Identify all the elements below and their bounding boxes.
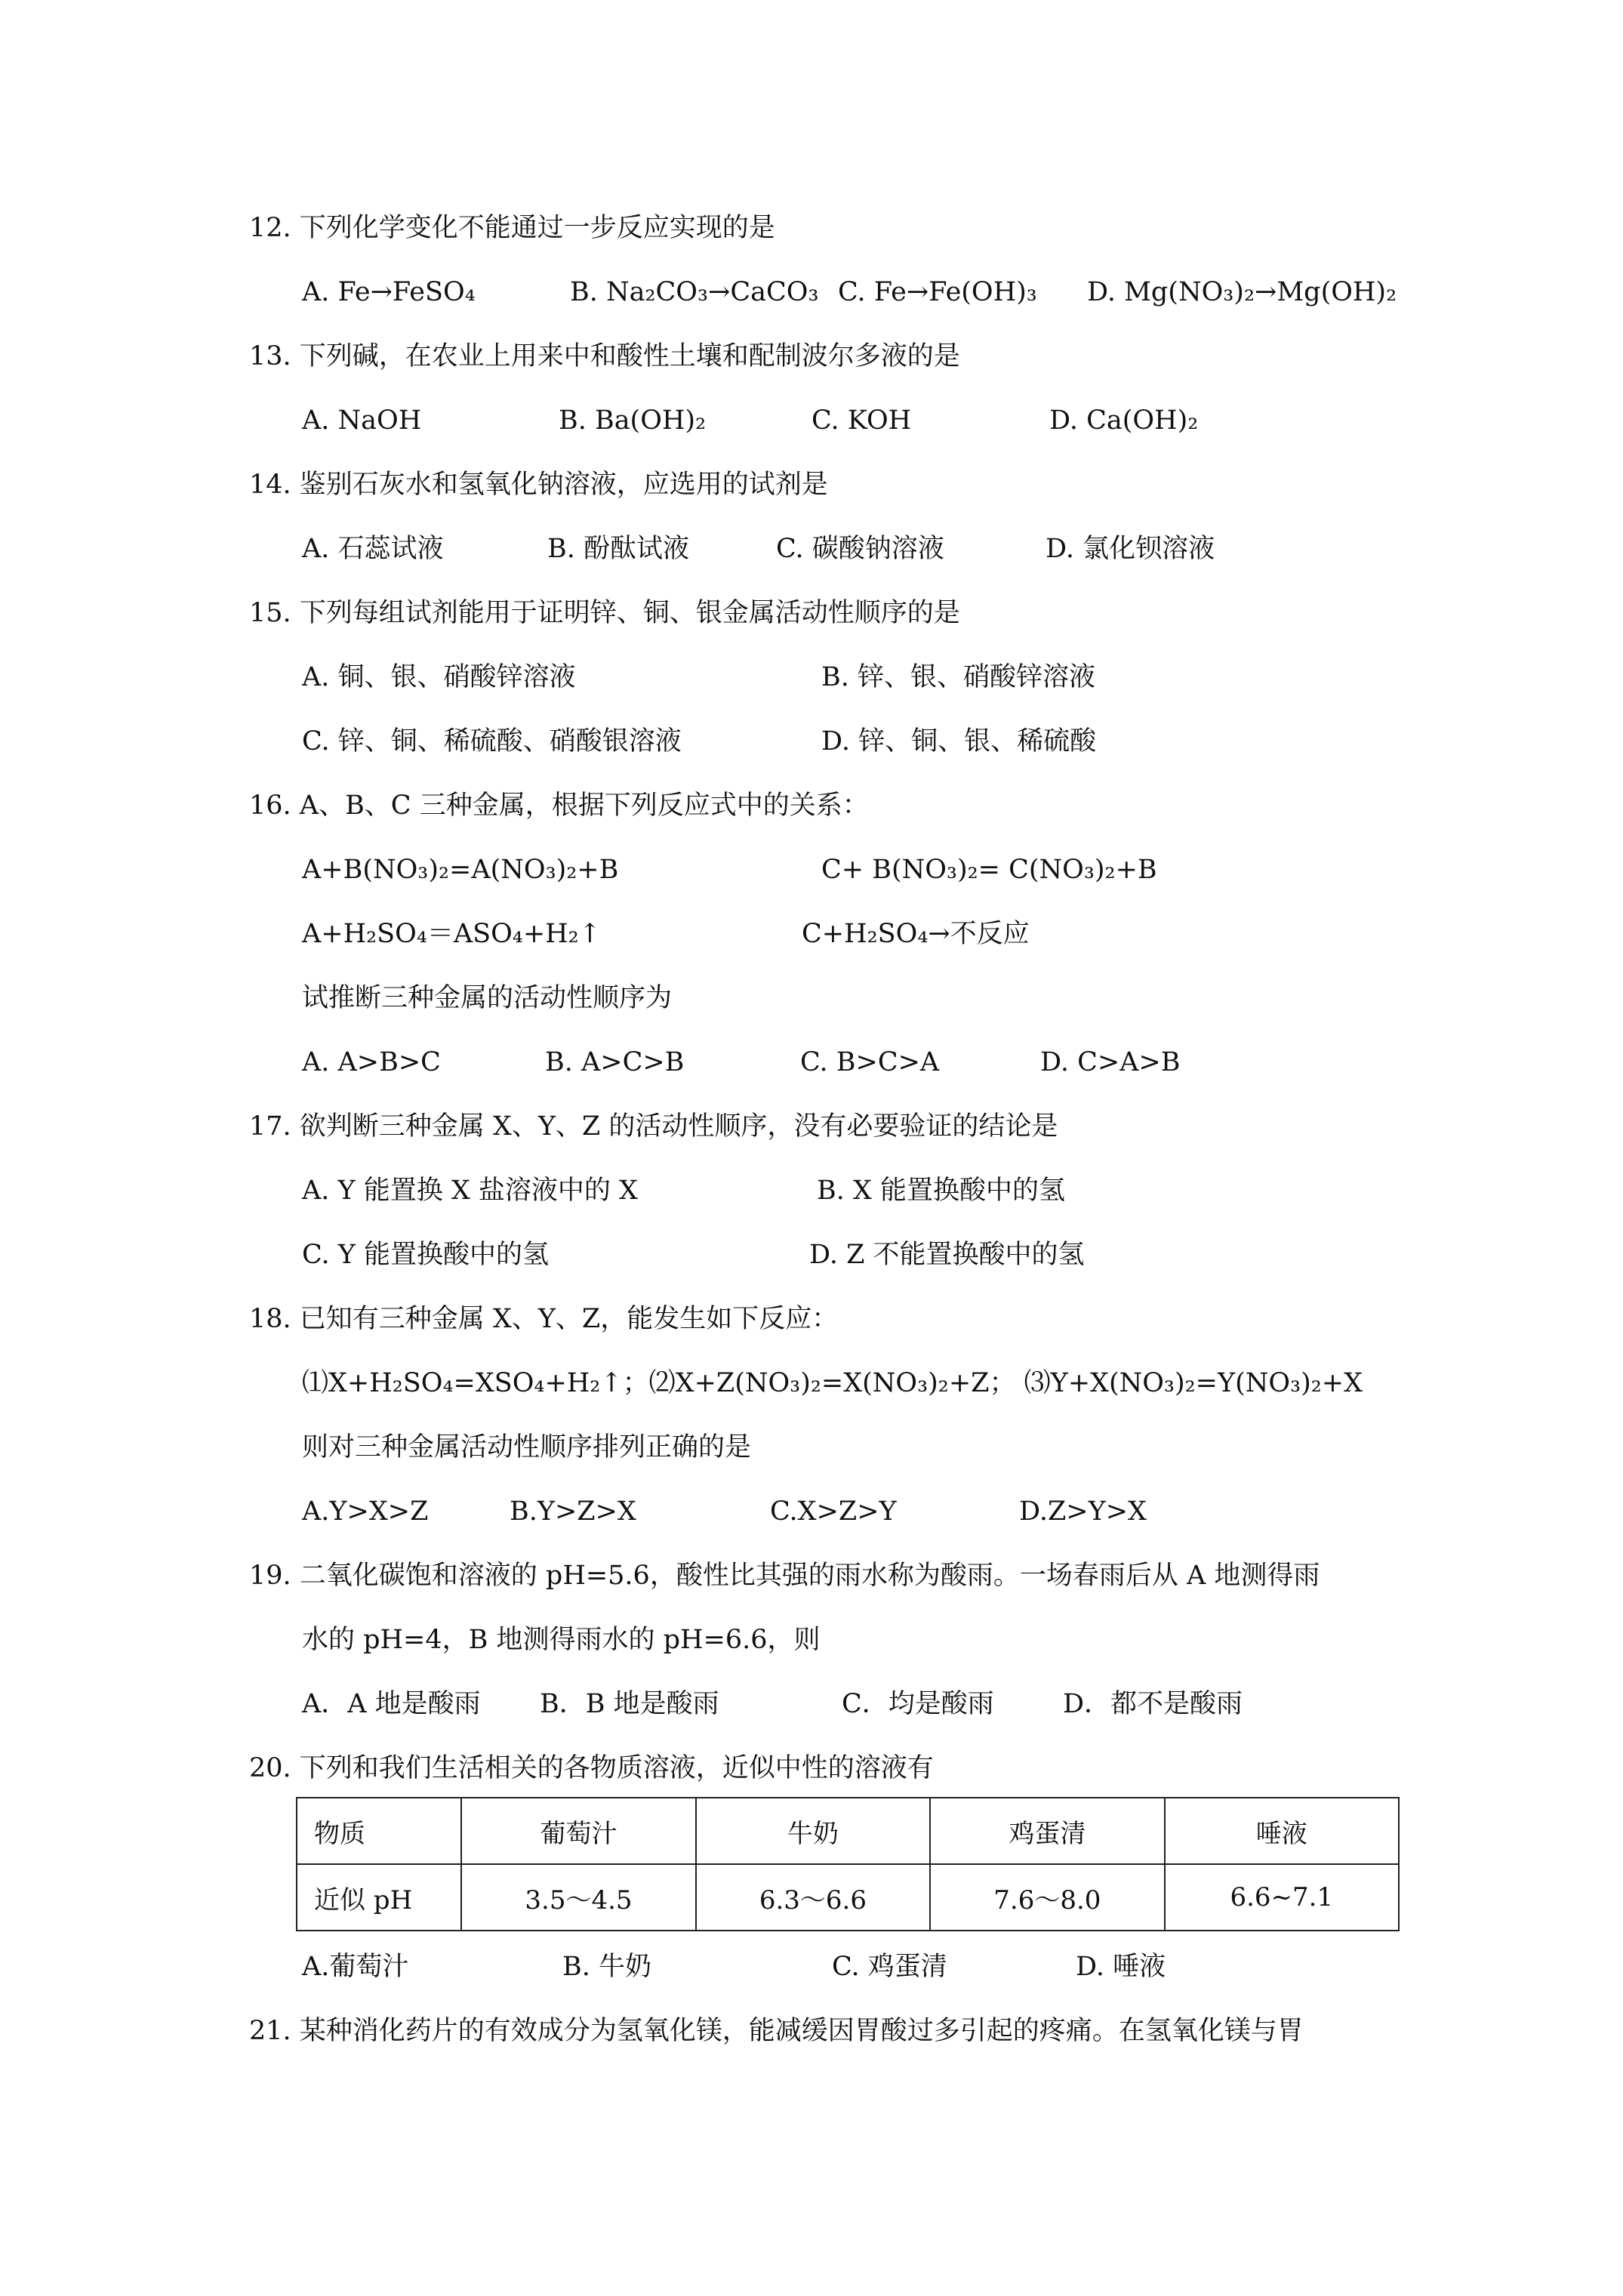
table-cell: 7.6～8.0	[930, 1864, 1164, 1931]
question-17-stem: 17. 欲判断三种金属 X、Y、Z 的活动性顺序，没有必要验证的结论是	[249, 1111, 1058, 1142]
equation: A+B(NO₃)₂=A(NO₃)₂+B	[302, 855, 619, 885]
question-20-options	[0, 1954, 1623, 1984]
option-d: D．都不是酸雨	[1063, 1689, 1243, 1719]
option-c: C. KOH	[812, 405, 912, 436]
equation: A+H₂SO₄＝ASO₄+H₂↑	[302, 919, 602, 949]
table-row	[297, 1798, 1399, 1864]
table-cell: 物质	[297, 1798, 461, 1864]
option-b: B.Y>Z>X	[510, 1496, 636, 1527]
option-a: A.葡萄汁	[302, 1952, 409, 1982]
question-19-stem-line2: 水的 pH=4，B 地测得雨水的 pH=6.6，则	[302, 1625, 821, 1655]
option-b: B. X 能置换酸中的氢	[817, 1176, 1066, 1206]
option-b: B. A>C>B	[545, 1047, 685, 1077]
table-cell: 3.5～4.5	[461, 1864, 695, 1931]
option-c: C. 碳酸钠溶液	[776, 534, 944, 564]
option-a: A．A 地是酸雨	[302, 1689, 481, 1719]
option-b: B. 锌、银、硝酸锌溶液	[821, 662, 1095, 692]
option-d: D. 氯化钡溶液	[1046, 534, 1215, 564]
option-c: C. B>C>A	[800, 1047, 940, 1077]
option-b: B. 酚酞试液	[547, 534, 689, 564]
question-15-options-row1	[0, 664, 1623, 695]
question-17-options-row2	[0, 1242, 1623, 1272]
table-cell: 近似 pH	[297, 1864, 461, 1931]
option-a: A. NaOH	[302, 405, 422, 436]
question-12-options	[0, 279, 1623, 310]
option-a: A. A>B>C	[302, 1047, 441, 1077]
option-a: A. Y 能置换 X 盐溶液中的 X	[302, 1176, 638, 1206]
option-c: C. 鸡蛋清	[832, 1952, 947, 1982]
equation: C+H₂SO₄→不反应	[802, 919, 1030, 949]
question-15-stem: 15. 下列每组试剂能用于证明锌、铜、银金属活动性顺序的是	[249, 598, 960, 628]
option-d: D. 锌、铜、银、稀硫酸	[821, 726, 1097, 757]
question-16-options	[0, 1049, 1623, 1080]
table-cell: 6.6~7.1	[1165, 1864, 1399, 1931]
question-21-stem: 21. 某种消化药片的有效成分为氢氧化镁，能减缓因胃酸过多引起的疼痛。在氢氧化镁与胃	[249, 2016, 1304, 2046]
question-18-options	[0, 1496, 1623, 1529]
option-b: B. Na₂CO₃→CaCO₃	[570, 277, 819, 307]
table-cell: 鸡蛋清	[930, 1798, 1164, 1864]
table-cell: 唾液	[1165, 1798, 1399, 1864]
option-d: D. Mg(NO₃)₂→Mg(OH)₂	[1087, 277, 1397, 307]
option-b: B. Ba(OH)₂	[559, 405, 707, 436]
option-d: D. 唾液	[1076, 1952, 1166, 1982]
option-c: C. 锌、铜、稀硫酸、硝酸银溶液	[302, 726, 682, 757]
option-c: C. Y 能置换酸中的氢	[302, 1240, 550, 1270]
option-c: C. Fe→Fe(OH)₃	[838, 277, 1037, 307]
question-18-stem: 18. 已知有三种金属 X、Y、Z，能发生如下反应：	[249, 1304, 839, 1334]
question-17-options-row1	[0, 1178, 1623, 1208]
ph-table	[296, 1797, 1400, 1931]
option-b: B．B 地是酸雨	[540, 1689, 719, 1719]
question-18-reactions: ⑴X+H₂SO₄=XSO₄+H₂↑；⑵X+Z(NO₃)₂=X(NO₃)₂+Z； ⑶Y+X(NO₃)₂=Y(NO₃)₂+X	[302, 1368, 1363, 1398]
question-13-options	[0, 405, 1623, 438]
equation: C+ B(NO₃)₂= C(NO₃)₂+B	[821, 855, 1157, 885]
question-16-prompt: 试推断三种金属的活动性顺序为	[302, 983, 673, 1013]
option-a: A. 石蕊试液	[302, 534, 444, 564]
option-c: C．均是酸雨	[842, 1689, 994, 1719]
question-16-equations-row1	[0, 857, 1623, 887]
option-a: A. 铜、银、硝酸锌溶液	[302, 662, 576, 692]
question-16-stem: 16. A、B、C 三种金属，根据下列反应式中的关系：	[249, 791, 869, 821]
question-18-prompt: 则对三种金属活动性顺序排列正确的是	[302, 1432, 752, 1462]
question-19-stem-line1: 19. 二氧化碳饱和溶液的 pH=5.6，酸性比其强的雨水称为酸雨。一场春雨后从 A 地测得雨	[249, 1561, 1320, 1591]
question-16-equations-row2	[0, 921, 1623, 951]
question-14-options	[0, 536, 1623, 566]
question-15-options-row2	[0, 726, 1623, 759]
option-b: B. 牛奶	[562, 1952, 651, 1982]
question-13-stem: 13. 下列碱，在农业上用来中和酸性土壤和配制波尔多液的是	[249, 341, 960, 371]
option-d: D.Z>Y>X	[1019, 1496, 1147, 1527]
table-cell: 葡萄汁	[461, 1798, 695, 1864]
option-a: A. Fe→FeSO₄	[302, 277, 476, 307]
option-c: C.X>Z>Y	[770, 1496, 897, 1527]
question-20-stem: 20. 下列和我们生活相关的各物质溶液，近似中性的溶液有	[249, 1753, 934, 1783]
option-d: D. Ca(OH)₂	[1049, 405, 1199, 436]
table-cell: 牛奶	[696, 1798, 930, 1864]
question-19-options	[0, 1691, 1623, 1721]
option-d: D. Z 不能置换酸中的氢	[809, 1240, 1085, 1270]
question-14-stem: 14. 鉴别石灰水和氢氧化钠溶液，应选用的试剂是	[249, 470, 828, 500]
question-12-stem: 12. 下列化学变化不能通过一步反应实现的是	[249, 213, 775, 243]
table-row	[297, 1864, 1399, 1931]
table-cell: 6.3～6.6	[696, 1864, 930, 1931]
option-a: A.Y>X>Z	[302, 1496, 429, 1527]
option-d: D. C>A>B	[1040, 1047, 1181, 1077]
